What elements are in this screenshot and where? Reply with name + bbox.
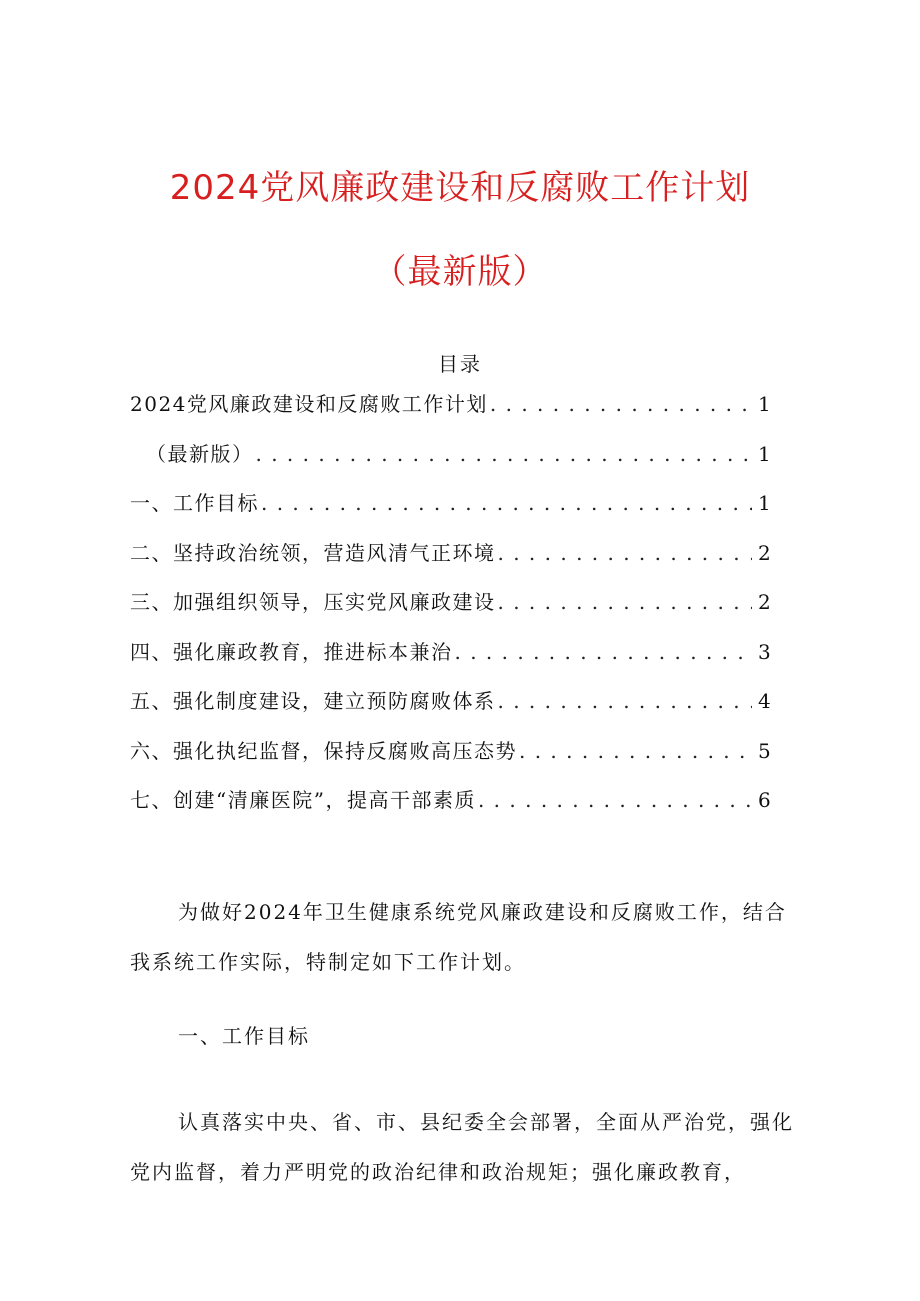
toc-entry[interactable]: [130, 784, 773, 834]
toc-leader-dots: [256, 442, 753, 466]
toc-leader-dots: [498, 689, 753, 713]
toc-entry-page: 4: [758, 689, 773, 713]
toc-entry[interactable]: [130, 537, 773, 587]
toc-entry-text: 二、坚持政治统领，营造风清气正环境: [130, 540, 496, 565]
document-title: 2024党风廉政建设和反腐败工作计划: [169, 168, 751, 208]
toc-entry[interactable]: [130, 388, 773, 438]
table-of-contents: [130, 388, 773, 834]
toc-entry-page: 2: [758, 540, 773, 565]
toc-leader-dots: [261, 491, 752, 515]
toc-heading: 目录: [438, 352, 482, 376]
toc-entry-text: 2024党风廉政建设和反腐败工作计划: [130, 392, 488, 416]
toc-entry-text: 四、强化廉政教育，推进标本兼治: [130, 639, 453, 664]
toc-entry-page: 5: [758, 738, 773, 763]
toc-entry-page: 2: [758, 590, 773, 614]
toc-entry[interactable]: [130, 636, 773, 686]
toc-entry-text: 五、强化制度建设，建立预防腐败体系: [130, 689, 496, 713]
toc-entry-text: 三、加强组织领导，压实党风廉政建设: [130, 590, 496, 614]
toc-entry-text: （最新版）: [146, 441, 254, 466]
toc-leader-dots: [519, 739, 752, 763]
toc-entry-text: 六、强化执纪监督，保持反腐败高压态势: [130, 738, 517, 763]
toc-entry[interactable]: [130, 487, 773, 537]
intro-paragraph: 为做好2024年卫生健康系统党风廉政建设和反腐败工作，结合我系统工作实际，特制定如下工作计划。: [130, 900, 787, 974]
toc-leader-dots: [490, 392, 752, 416]
toc-leader-dots: [498, 590, 753, 614]
toc-entry-page: 3: [758, 639, 773, 664]
toc-entry-text: 七、创建“清廉医院”，提高干部素质: [130, 788, 476, 812]
toc-entry-page: 1: [758, 491, 773, 515]
toc-entry[interactable]: [130, 586, 773, 636]
body-paragraph: 认真落实中央、省、市、县纪委全会部署，全面从严治党，强化党内监督，着力严明党的政治纪律和政治规矩；强化廉政教育，: [130, 1110, 794, 1184]
toc-leader-dots: [478, 788, 752, 812]
toc-entry[interactable]: [130, 438, 773, 488]
document-subtitle: （最新版）: [372, 252, 548, 292]
toc-leader-dots: [455, 640, 753, 664]
toc-entry[interactable]: [130, 685, 773, 735]
toc-entry-text: 一、工作目标: [130, 491, 259, 515]
toc-entry[interactable]: [130, 735, 773, 785]
toc-leader-dots: [498, 541, 753, 565]
toc-entry-page: 1: [758, 441, 773, 466]
toc-entry-page: 1: [758, 392, 773, 416]
toc-entry-page: 6: [758, 788, 773, 812]
section-heading: 一、工作目标: [178, 1024, 310, 1048]
